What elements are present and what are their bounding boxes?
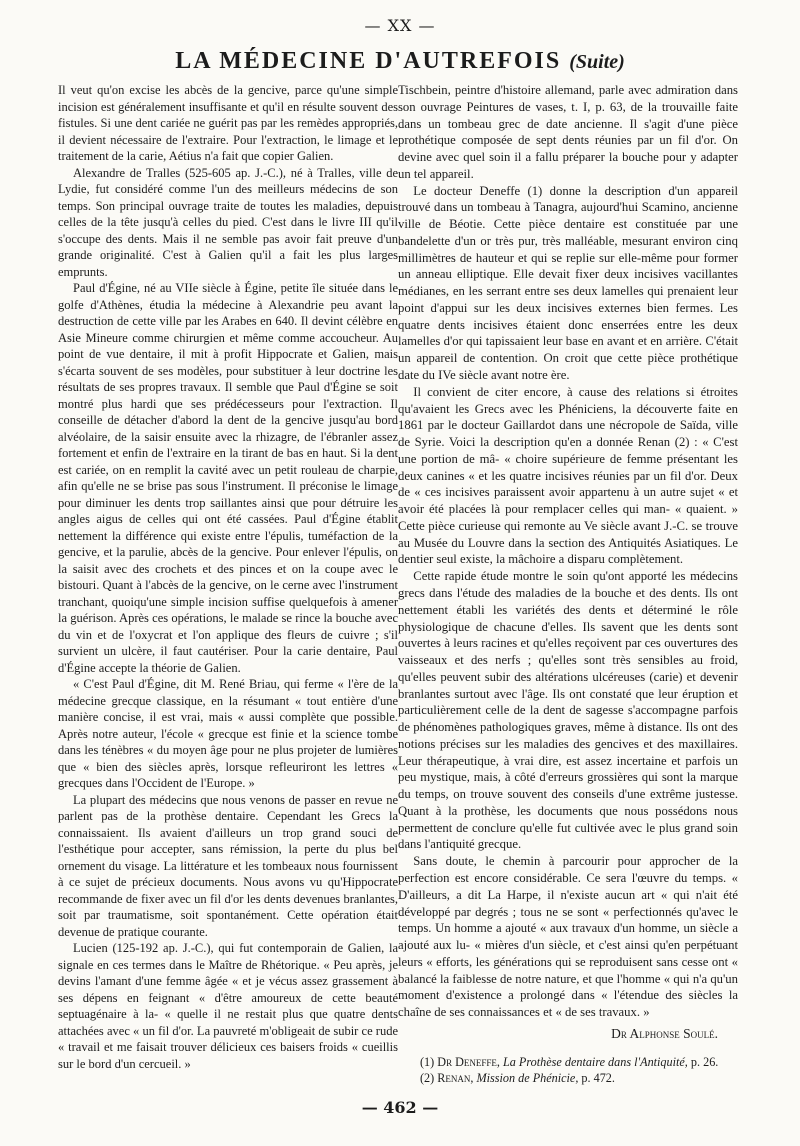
paragraph: Le docteur Deneffe (1) donne la description d'un appareil trouvé dans un tombeau à Tanagra, aujourd'hui Scamino, ancienne ville de Béotie. Cette pièce dentaire est constituée par une bandelette d'un or très pur, très malléable, mesurant environ cinq millimètres de hauteur et qui se replie sur elle-même pour former un anneau elliptique. Elle devait fixer deux incisives vacillantes médianes, en les serrant entre ses deux lamelles qui prenaient leur point d'appui sur les deux incisives externes bien fermes. Les quatre dents incisives étaient donc enserrées entre les deux lamelles d'or qui tapissaient leur base en avant et en arrière. C'était un appareil de contention. On croit que cette pièce prothétique date du IVe siècle avant notre ère. <box>398 183 738 383</box>
paragraph: Tischbein, peintre d'histoire allemand, parle avec admiration dans son ouvrage Peintures de vases, t. I, p. 63, de la trouvaille faite dans un tombeau grec de date ancienne. Il s'agit d'une pièce prothétique composée de sept dents réunies par un fil d'or. On devine avec quel soin il a fallu préparer la bouche pour y adapter un tel appareil. <box>398 83 738 181</box>
footnote-2: (2) Renan, Mission de Phénicie, p. 472. <box>420 1071 615 1085</box>
paragraph: Il veut qu'on excise les abcès de la gencive, parce qu'une simple incision est généralement insuffisante et qu'il en résulte souvent des fistules. Si une dent cariée ne guérit pas par les remèdes appropriés, il devient nécessaire de l'extraire. Pour l'extraction, le limage et le traitement de la carie, Aétius n'a fait que copier Galien. <box>58 83 398 163</box>
title-text: LA MÉDECINE D'AUTREFOIS <box>175 48 562 74</box>
paragraph: Paul d'Égine, né au VIIe siècle à Égine, petite île située dans le golfe d'Athènes, étudia la médecine à Alexandrie peu avant la destruction de cette ville par les Arabes en 640. Il devint célèbre en Asie Mineure comme chirurgien et même comme accoucheur. Au point de vue dentaire, il mit à profit Hippocrate et Galien, mais s'écarta souvent de ses modèles, pour substituer à leur doctrine les résultats de ses propres travaux. Il semble que Paul d'Égine se soit montré plus hardi que ses prédécesseurs pour l'extraction. Il conseille de détacher d'abord la dent de la gencive jusqu'au bord alvéolaire, de la saisir ensuite avec la rhizagre, de l'ébranler assez fortement et enfin de l'extraire en la tirant de bas en haut. Si la dent est cariée, on en remplit la cavité avec un petit rouleau de charpie, afin qu'elle ne se brise pas sous l'instrument. Il préconise le limage pour diminuer les dents trop saillantes ainsi que pour détruire les angles aigus de celles qui ont été cassées. Paul d'Égine établit nettement la différence qui existe entre l'épulis, tuméfaction de la gencive, et la parulie, abcès de la gencive. Pour enlever l'épulis, on la saisit avec des crochets et des pinces et on la coupe avec le bistouri. Quant à l'abcès de la gencive, on le cerne avec l'instrument tranchant, quoiqu'une simple incision suffise quelquefois à amener la guérison. Après ces opérations, le malade se rince la bouche avec du vin et de l'oxycrat et l'on applique des fleurs de cuivre ; s'il survient un ulcère, il faut cautériser. Pour la carie dentaire, Paul d'Égine accepte la théorie de Galien. <box>58 281 398 675</box>
left-column <box>58 82 398 1072</box>
paragraph: Sans doute, le chemin à parcourir pour approcher de la perfection est encore considérable. Ce sera l'œuvre du temps. « D'ailleurs, a dit La Harpe, il n'existe aucun art « qui n'ait été développé par degrés ; tous ne se sont « perfectionnés qu'avec le temps. Un homme a ajouté « aux travaux d'un homme, un siècle a ajouté aux lu- « mières d'un siècle, et c'est ainsi qu'en perpétuant leurs « efforts, les générations qui se reproduisent sans cesse ont « balancé la faiblesse de notre nature, et que l'homme « qui n'a qu'un moment d'existence a prolongé dans « l'étendue des siècles la chaîne de ses connaissances et « de ses travaux. » <box>398 854 738 1020</box>
title-suffix: (Suite) <box>569 51 625 73</box>
footnotes <box>420 1054 740 1086</box>
right-column <box>398 82 738 1021</box>
paragraph: Alexandre de Tralles (525-605 ap. J.-C.), né à Tralles, ville de Lydie, fut considéré comme l'un des meilleurs médecins de son temps. Son principal ouvrage traite de toutes les maladies, depuis celles de la tête jusqu'à celles du pied. C'est dans le livre III qu'il s'occupe des dents. Mais il ne semble pas avoir fait preuve d'un grande originalité. C'est à Galien qu'il a fait les plus larges emprunts. <box>58 165 398 279</box>
paragraph: Il convient de citer encore, à cause des relations si étroites qu'avaient les Grecs avec les Phéniciens, la découverte faite en 1861 par le docteur Gaillardot dans une nécropole de Saïda, ville de Syrie. Voici la description qu'en a donnée Renan (2) : « C'est une portion de mâ- « choire supérieure de femme présentant les deux canines « et les quatre incisives réunies par un fil d'or. Deux de « ces incisives paraissent avoir appartenu à un autre sujet « et avoir été placées là pour remplacer celles qui man- « quaient. » Cette pièce curieuse qui remonte au Ve siècle avant J.-C. se trouve au Musée du Louvre dans la section des Antiquités Asiatiques. Le dentier seul existe, la mâchoire a disparu complètement. <box>398 384 738 567</box>
paragraph: Cette rapide étude montre le soin qu'ont apporté les médecins grecs dans l'étude des maladies de la bouche et des dents. Ils ont nettement établi les variétés des dents et déterminé le rôle physiologique de chacune d'elles. Ils savent que les dents sont ouvertes à leurs racines et qu'elles reçoivent par ces ouvertures des vaisseaux et des nerfs ; qu'elles sont très sensibles au froid, qu'elles peuvent subir des altérations ulcéreuses (carie) et devenir branlantes surtout avec l'âge. Ils ont constaté que leur éruption et particulièrement celle de la dent de sagesse s'accompagne parfois de phénomènes pathologiques graves, même à distance. Ils ont des notions précises sur les maladies des gencives et des maxillaires. Leur thérapeutique, à vrai dire, est assez incertaine et parfois un peu mystique, mais, à côté d'erreurs grossières qui sont la marque du temps, on trouve souvent des conseils d'une extrême justesse. Quant à la prothèse, les documents que nous possédons nous permettent de conclure qu'elle fut cultivée avec le plus grand soin dans l'antiquité grecque. <box>398 569 738 852</box>
paragraph: Lucien (125-192 ap. J.-C.), qui fut contemporain de Galien, la signale en ces termes dans le Maître de Rhétorique. « Peu après, je devins l'amant d'une femme âgée « et je vécus assez grassement à ses dépens en feignant « d'être amoureux de cette beauté septuagénaire à la- « quelle il ne restait plus que quatre dents attachées avec « un fil d'or. La pauvreté m'obligeait de subir ce rude « travail et me faisait trouver délicieux ces baisers froids « cueillis sur le bord d'un cercueil. » <box>58 941 398 1071</box>
footnote-1: (1) Dr Deneffe, La Prothèse dentaire dans l'Antiquité, p. 26. <box>420 1055 719 1069</box>
article-title <box>0 48 800 75</box>
paragraph: « C'est Paul d'Égine, dit M. René Briau, qui ferme « l'ère de la médecine grecque classique, en la résumant « tout entière d'une manière concise, il est vrai, mais « aussi complète que possible. Après notre auteur, l'école « grecque est finie et la science tombe dans les ténèbres « du moyen âge pour ne plus projeter de lumières que « bien des siècles après, lorsque refleuriront les lettres « grecques dans l'Occident de l'Europe. » <box>58 677 398 790</box>
author-signature: Dr Alphonse Soulé. <box>611 1026 718 1041</box>
roman-page-number: — XX — <box>364 16 436 35</box>
paragraph: La plupart des médecins que nous venons de passer en revue ne parlent pas de la prothèse dentaire. Cependant les Grecs la connaissaient. Ils avaient d'ailleurs un trop grand souci de l'esthétique pour accepter, sans rémission, la perte du plus bel ornement du visage. La littérature et les tombeaux nous fournissent à ce sujet de précieux documents. Nous avons vu qu'Hippocrate recommande de fixer avec un fil d'or les dents devenues branlantes, soit par traumatisme, soit spontanément. Cette opération était devenue de pratique courante. <box>58 792 398 939</box>
page-number: — 462 — <box>361 1098 439 1117</box>
